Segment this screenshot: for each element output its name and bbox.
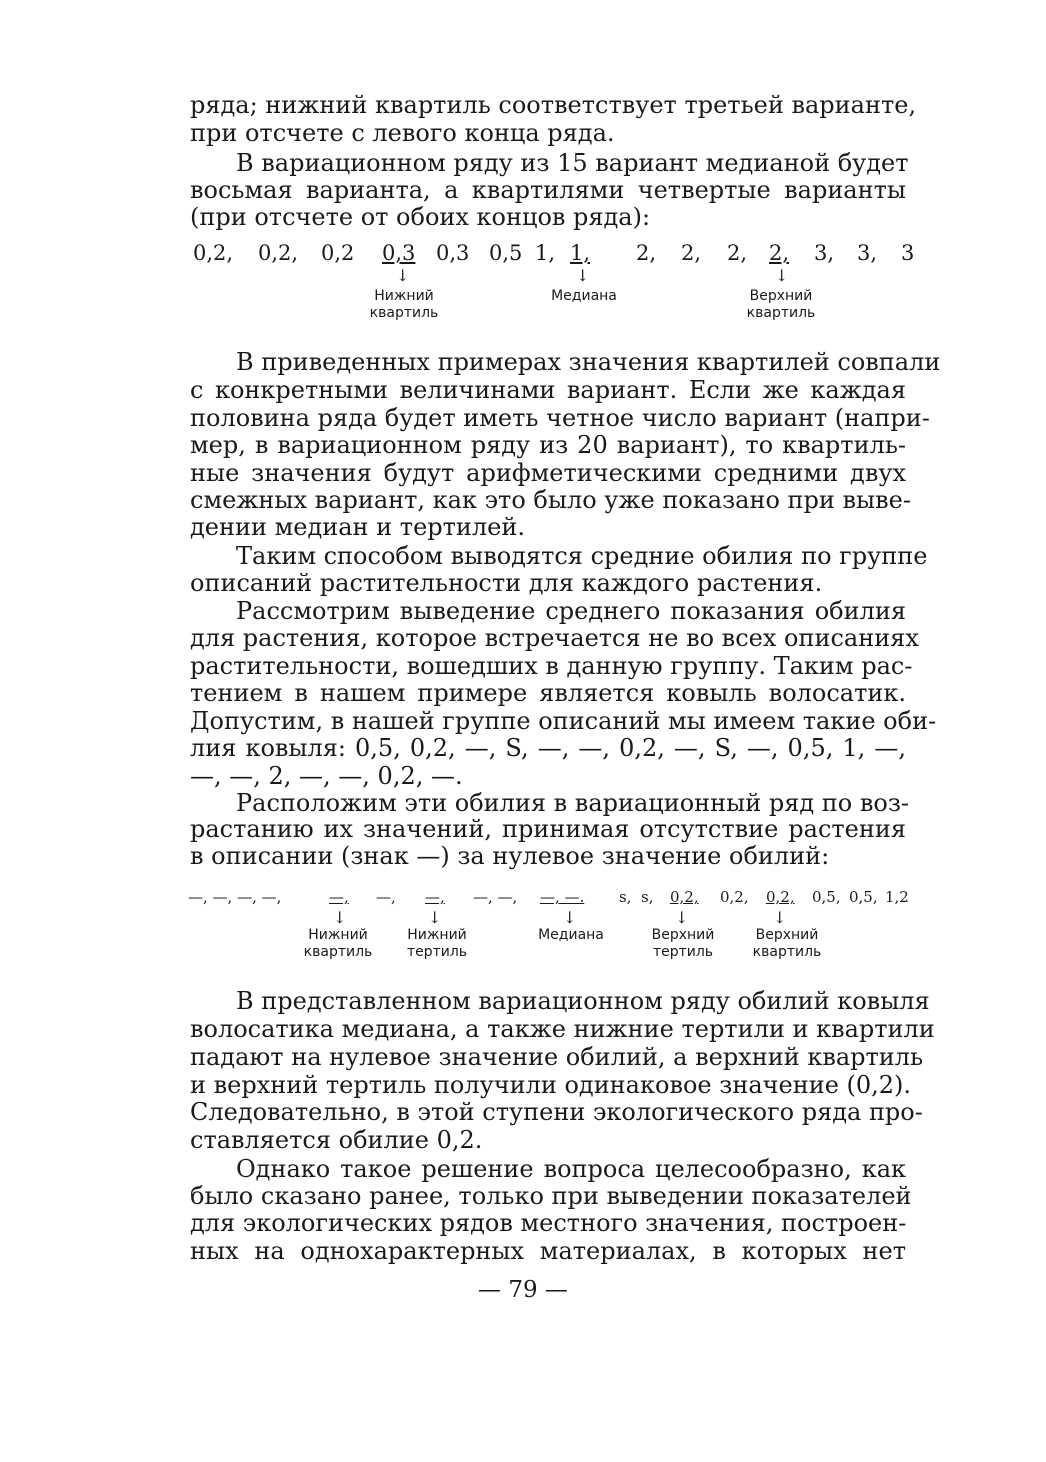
text-line: В представленном вариационном ряду обилий ковыля <box>236 987 930 1015</box>
down-arrow-icon: ↓ <box>576 266 590 285</box>
text-line: половина ряда будет иметь четное число вариант (напри- <box>190 404 930 432</box>
text-line: было сказано ранее, только при выведении показателей <box>190 1182 912 1210</box>
text-line: (при отсчете от обоих концов ряда): <box>190 203 651 231</box>
series-label: Верхний тертиль <box>651 927 715 960</box>
text-line: Расположим эти обилия в вариационный ряд по воз- <box>236 789 910 817</box>
series-value: 0,2, <box>193 241 234 265</box>
page-number: — 79 — <box>478 1277 568 1303</box>
text-line: с конкретными величинами вариант. Если же каждая <box>190 376 906 404</box>
series-label: Медиана <box>538 927 604 943</box>
series-value: 0,2, <box>720 888 749 906</box>
series-label: Нижний квартиль <box>303 927 373 960</box>
series-value: 1, <box>570 241 591 265</box>
down-arrow-icon: ↓ <box>396 266 410 285</box>
series-value: 0,5, <box>849 888 878 906</box>
series-value: —, —, <box>473 888 518 906</box>
series-value: —, <box>376 888 396 906</box>
series-value: 0,3 <box>436 241 470 265</box>
text-line: дении медиан и тертилей. <box>190 513 525 541</box>
series-value: 2, <box>636 241 657 265</box>
series-value: 0,2, <box>766 888 795 906</box>
series-value: s, <box>641 888 654 906</box>
text-line: смежных вариант, как это было уже показано при выве- <box>190 486 911 514</box>
text-line: восьмая варианта, а квартилями четвертые варианты <box>190 176 906 204</box>
text-line: —, —, 2, —, —, 0,2, —. <box>190 762 463 790</box>
text-line: Рассмотрим выведение среднего показания обилия <box>236 597 906 625</box>
down-arrow-icon: ↓ <box>773 908 787 927</box>
series-label: Нижний тертиль <box>406 927 468 960</box>
series-value: 2, <box>727 241 748 265</box>
down-arrow-icon: ↓ <box>428 908 442 927</box>
text-line: растанию их значений, принимая отсутствие растения <box>190 815 906 843</box>
series-value: —, —. <box>540 888 585 906</box>
series-value: 2, <box>681 241 702 265</box>
text-line: ряда; нижний квартиль соответствует третьей варианте, <box>190 91 917 119</box>
text-line: растительности, вошедших в данную группу. Таким рас- <box>190 652 913 680</box>
text-line: при отсчете с левого конца ряда. <box>190 119 615 147</box>
series-value: 0,5 <box>489 241 523 265</box>
text-line: лия ковыля: 0,5, 0,2, —, S, —, —, 0,2, —, S, —, 0,5, 1, —, <box>190 734 906 762</box>
series-value: 1,2 <box>885 888 909 906</box>
text-line: ставляется обилие 0,2. <box>190 1126 483 1154</box>
series-value: 0,5, <box>812 888 841 906</box>
series-value: 0,3 <box>382 241 416 265</box>
series-value: —, —, —, —, <box>188 888 282 906</box>
series-value: 3 <box>901 241 915 265</box>
text-line: для растения, которое встречается не во всех описаниях <box>190 624 919 652</box>
series-value: —, <box>329 888 349 906</box>
series-value: 0,2, <box>258 241 299 265</box>
series-label: Нижний квартиль <box>369 288 439 321</box>
text-line: в описании (знак —) за нулевое значение обилий: <box>190 842 830 870</box>
series-label: Верхний квартиль <box>746 288 816 321</box>
text-line: мер, в вариационном ряду из 20 вариант), то квартиль- <box>190 431 906 459</box>
series-value: 3, <box>857 241 878 265</box>
series-value: 1, <box>535 241 556 265</box>
series-value: 2, <box>769 241 790 265</box>
text-line: падают на нулевое значение обилий, а верхний квартиль <box>190 1043 924 1071</box>
series-value: s, <box>619 888 632 906</box>
down-arrow-icon: ↓ <box>563 908 577 927</box>
series-value: 0,2 <box>321 241 355 265</box>
series-label: Верхний квартиль <box>752 927 822 960</box>
series-value: 3, <box>814 241 835 265</box>
series-value: —, <box>425 888 445 906</box>
text-line: В вариационном ряду из 15 вариант медианой будет <box>236 149 909 177</box>
down-arrow-icon: ↓ <box>675 908 689 927</box>
down-arrow-icon: ↓ <box>333 908 347 927</box>
text-line: Следовательно, в этой ступени экологического ряда про- <box>190 1098 923 1126</box>
text-line: тением в нашем примере является ковыль волосатик. <box>190 679 906 707</box>
text-line: Таким способом выводятся средние обилия по группе <box>236 542 928 570</box>
text-line: и верхний тертиль получили одинаковое значение (0,2). <box>190 1071 912 1099</box>
down-arrow-icon: ↓ <box>775 266 789 285</box>
text-line: описаний растительности для каждого растения. <box>190 569 823 597</box>
text-line: волосатика медиана, а также нижние тертили и квартили <box>190 1015 935 1043</box>
text-line: для экологических рядов местного значения, построен- <box>190 1209 907 1237</box>
text-line: Допустим, в нашей группе описаний мы имеем такие оби- <box>190 707 937 735</box>
text-line: В приведенных примерах значения квартилей совпали <box>236 348 941 376</box>
series-value: 0,2, <box>670 888 699 906</box>
text-line: Однако такое решение вопроса целесообразно, как <box>236 1155 906 1183</box>
series-label: Медиана <box>551 288 617 304</box>
text-line: ных на однохарактерных материалах, в которых нет <box>190 1237 906 1265</box>
text-line: ные значения будут арифметическими средними двух <box>190 459 906 487</box>
